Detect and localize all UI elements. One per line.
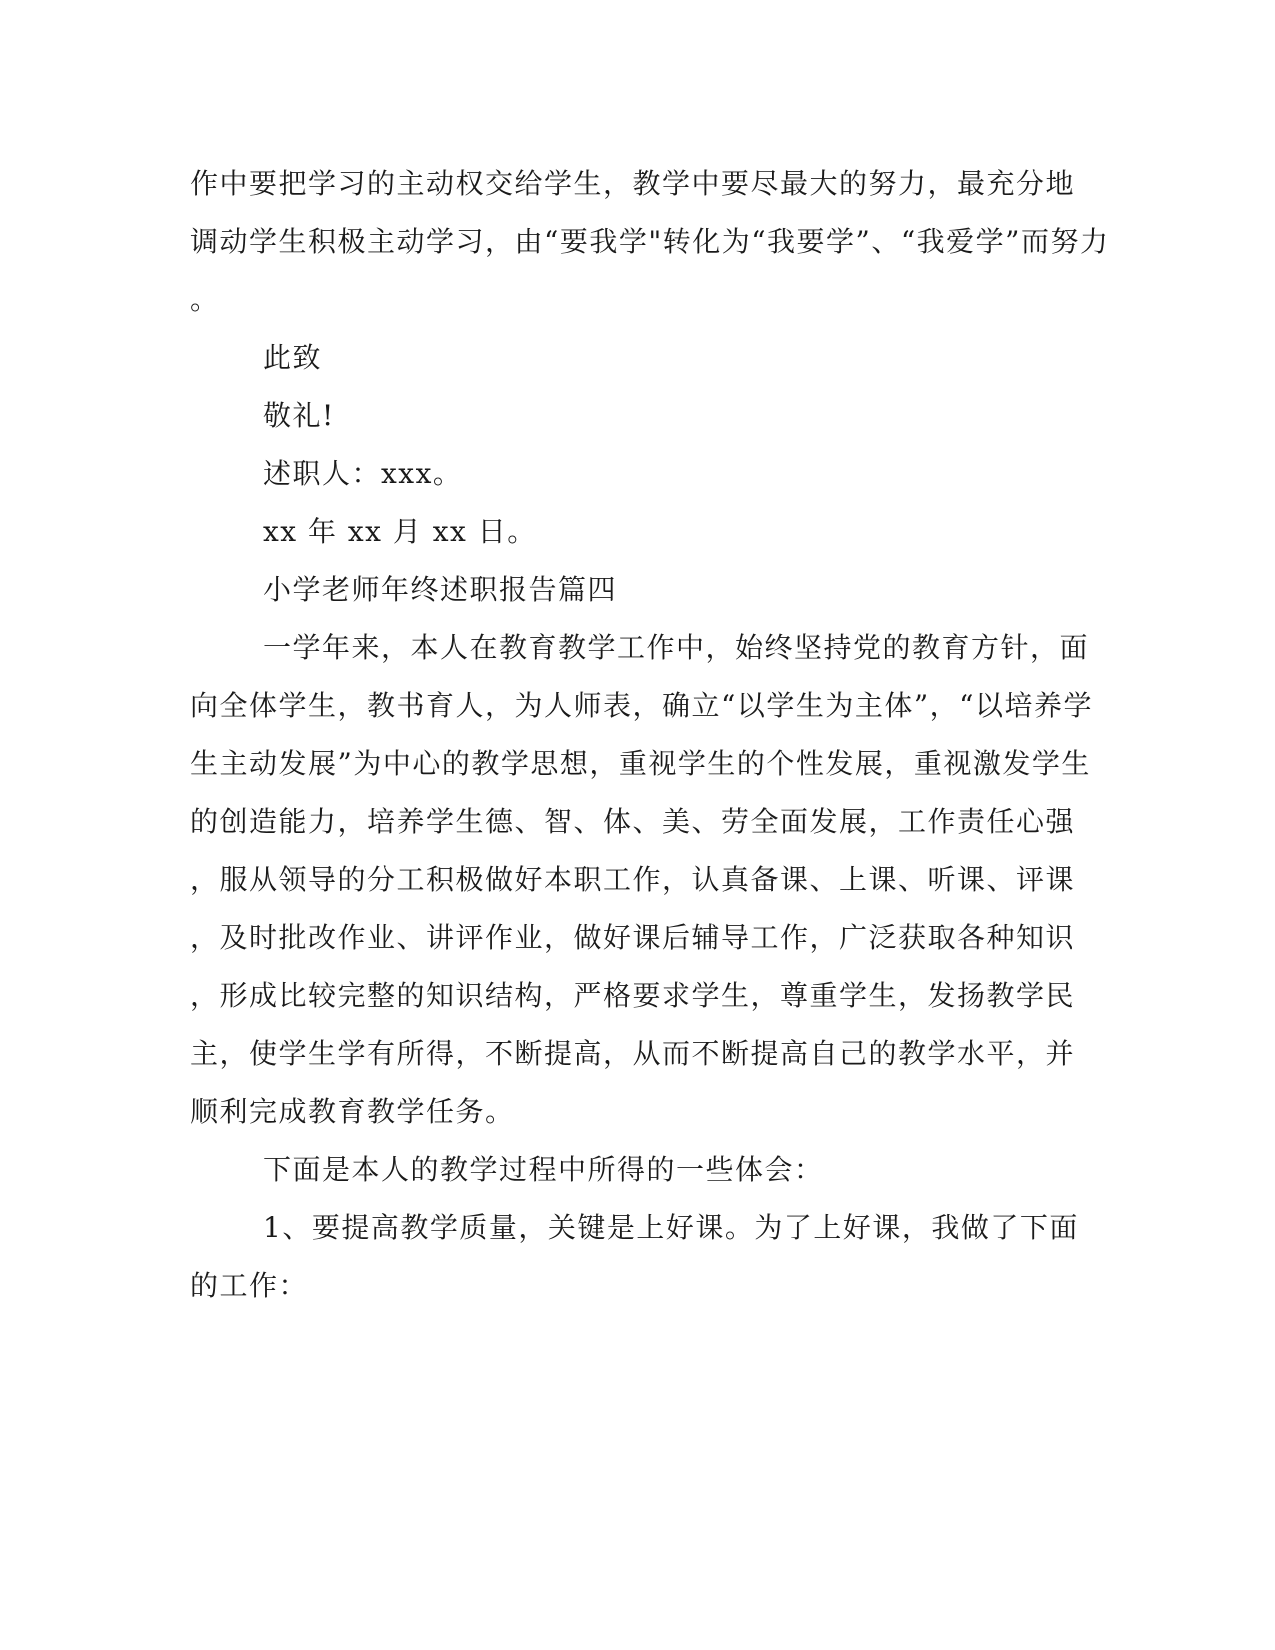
text-line: 向全体学生，教书育人，为人师表，确立“以学生为主体”，“以培养学 bbox=[190, 689, 1093, 722]
report-date: xx 年 xx 月 xx 日。 bbox=[263, 515, 537, 548]
closing-salutation: 此致 bbox=[263, 341, 323, 374]
text-line: 一学年来，本人在教育教学工作中，始终坚持党的教育方针，面 bbox=[263, 631, 1090, 664]
text-line: 。 bbox=[190, 283, 220, 316]
text-line: 主，使学生学有所得，不断提高，从而不断提高自己的教学水平，并 bbox=[190, 1037, 1076, 1070]
text-line: 顺利完成教育教学任务。 bbox=[190, 1095, 515, 1128]
text-line: 生主动发展”为中心的教学思想，重视学生的个性发展，重视激发学生 bbox=[190, 747, 1091, 780]
text-line: 调动学生积极主动学习，由“要我学"转化为“我要学”、“我爱学”而努力 bbox=[190, 225, 1110, 258]
text-line: ，及时批改作业、讲评作业，做好课后辅导工作，广泛获取各种知识 bbox=[190, 921, 1076, 954]
closing-regards: 敬礼! bbox=[263, 399, 335, 432]
text-line: 作中要把学习的主动权交给学生，教学中要尽最大的努力，最充分地 bbox=[190, 167, 1076, 200]
text-line: ，服从领导的分工积极做好本职工作，认真备课、上课、听课、评课 bbox=[190, 863, 1076, 896]
section-title: 小学老师年终述职报告篇四 bbox=[263, 573, 618, 606]
text-line: 的创造能力，培养学生德、智、体、美、劳全面发展，工作责任心强 bbox=[190, 805, 1076, 838]
text-line: ，形成比较完整的知识结构，严格要求学生，尊重学生，发扬教学民 bbox=[190, 979, 1076, 1012]
text-line: 1、要提高教学质量，关键是上好课。为了上好课，我做了下面 bbox=[263, 1211, 1079, 1244]
reporter-name: 述职人：xxx。 bbox=[263, 457, 463, 490]
text-line: 的工作： bbox=[190, 1269, 309, 1302]
text-line: 下面是本人的教学过程中所得的一些体会： bbox=[263, 1153, 824, 1186]
